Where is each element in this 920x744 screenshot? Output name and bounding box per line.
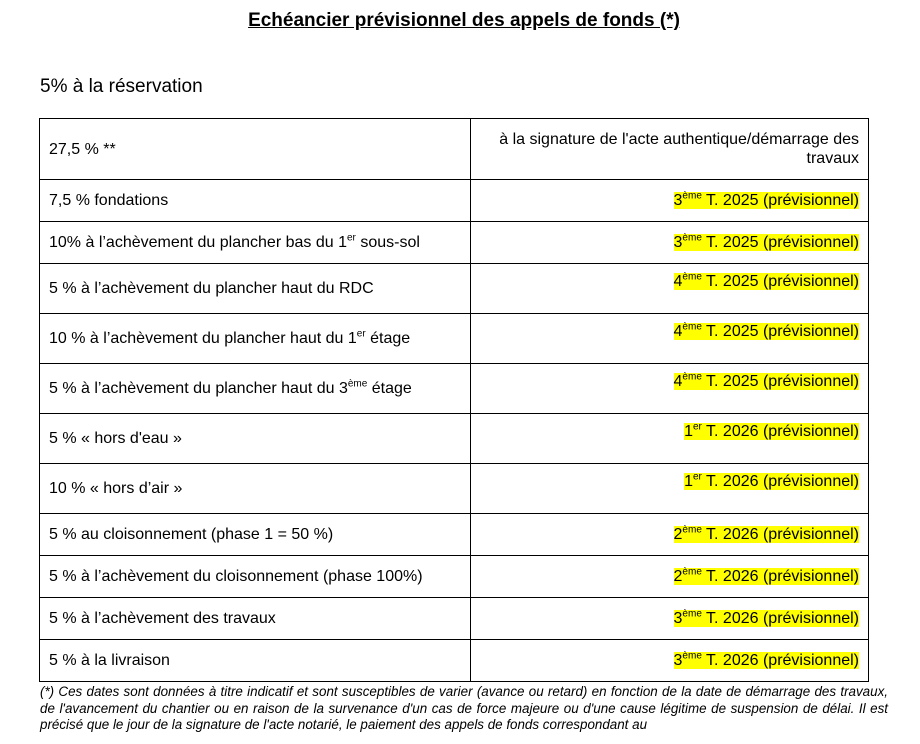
stage-label: 7,5 % fondations [49,192,169,209]
stage-cell [40,556,471,598]
stage-label: 5 % « hors d'eau » [49,430,182,447]
stage-cell [40,264,471,314]
table-row [40,464,869,514]
table-row [40,640,869,682]
date-highlight: 4ème T. 2025 (prévisionnel) [673,271,859,290]
stage-cell: 5 % à l’achèvement du plancher haut du 3ème étage [40,364,471,414]
stage-cell: 10% à l’achèvement du plancher bas du 1er sous-sol [40,222,471,264]
date-highlight: 3ème T. 2026 (prévisionnel) [673,608,859,627]
stage-cell [40,464,471,514]
document-title: Echéancier prévisionnel des appels de fonds (*) [248,10,680,31]
date-cell [471,314,869,364]
stage-label: 10 % « hors d’air » [49,480,183,497]
date-highlight: 4ème T. 2025 (prévisionnel) [673,371,859,390]
payment-schedule-table [39,118,869,682]
stage-label: 5 % au cloisonnement (phase 1 = 50 %) [49,526,334,543]
table-row [40,314,869,364]
stage-label: 10 % à l’achèvement du plancher haut du 1 [49,330,357,347]
stage-cell [40,514,471,556]
stage-cell [40,640,471,682]
date-cell [471,556,869,598]
stage-cell [40,414,471,464]
stage-cell [40,598,471,640]
table-row-header [40,119,869,180]
table-row [40,180,869,222]
date-cell: à la signature de l'acte authentique/démarrage des travaux [471,119,869,180]
stage-cell: 27,5 % ** [40,119,471,180]
date-cell [471,222,869,264]
date-cell [471,364,869,414]
date-highlight: 3ème T. 2025 (prévisionnel) [673,232,859,251]
date-highlight: 1er T. 2026 (prévisionnel) [684,471,859,490]
stage-label: 5 % à l’achèvement des travaux [49,610,276,627]
date-highlight: 3ème T. 2025 (prévisionnel) [673,190,859,209]
stage-label: 5 % à l’achèvement du plancher haut du 3 [49,380,348,397]
date-highlight: 2ème T. 2026 (prévisionnel) [673,524,859,543]
reservation-line: 5% à la réservation [40,76,203,97]
stage-label: 5 % à l’achèvement du plancher haut du RDC [49,280,374,297]
date-cell [471,264,869,314]
table-row [40,598,869,640]
date-highlight: 2ème T. 2026 (prévisionnel) [673,566,859,585]
table-row [40,414,869,464]
date-cell [471,598,869,640]
table-row [40,514,869,556]
date-cell [471,414,869,464]
table-row [40,222,869,264]
stage-label: 5 % à la livraison [49,652,170,669]
stage-label: 5 % à l’achèvement du cloisonnement (phase 100%) [49,568,423,585]
date-highlight: 4ème T. 2025 (prévisionnel) [673,321,859,340]
stage-label: 10% à l’achèvement du plancher bas du 1 [49,234,347,251]
table-row [40,264,869,314]
table-row [40,556,869,598]
footnote: (*) Ces dates sont données à titre indicatif et sont susceptibles de varier (avance ou retard) en fonction de la date de démarrage des travaux, de l'avancement du chantier ou en raison de la survenance d'un cas de force majeure ou d'une cause légitime de suspension de délai. Il est précisé que le jour de la signature de l'acte notarié, le paiement des appels de fonds correspondant au [40,684,888,732]
date-cell [471,640,869,682]
stage-cell: 10 % à l’achèvement du plancher haut du 1er étage [40,314,471,364]
date-cell [471,180,869,222]
date-highlight: 1er T. 2026 (prévisionnel) [684,421,859,440]
table-row [40,364,869,414]
date-cell [471,514,869,556]
date-highlight: 3ème T. 2026 (prévisionnel) [673,650,859,669]
date-cell [471,464,869,514]
stage-cell [40,180,471,222]
